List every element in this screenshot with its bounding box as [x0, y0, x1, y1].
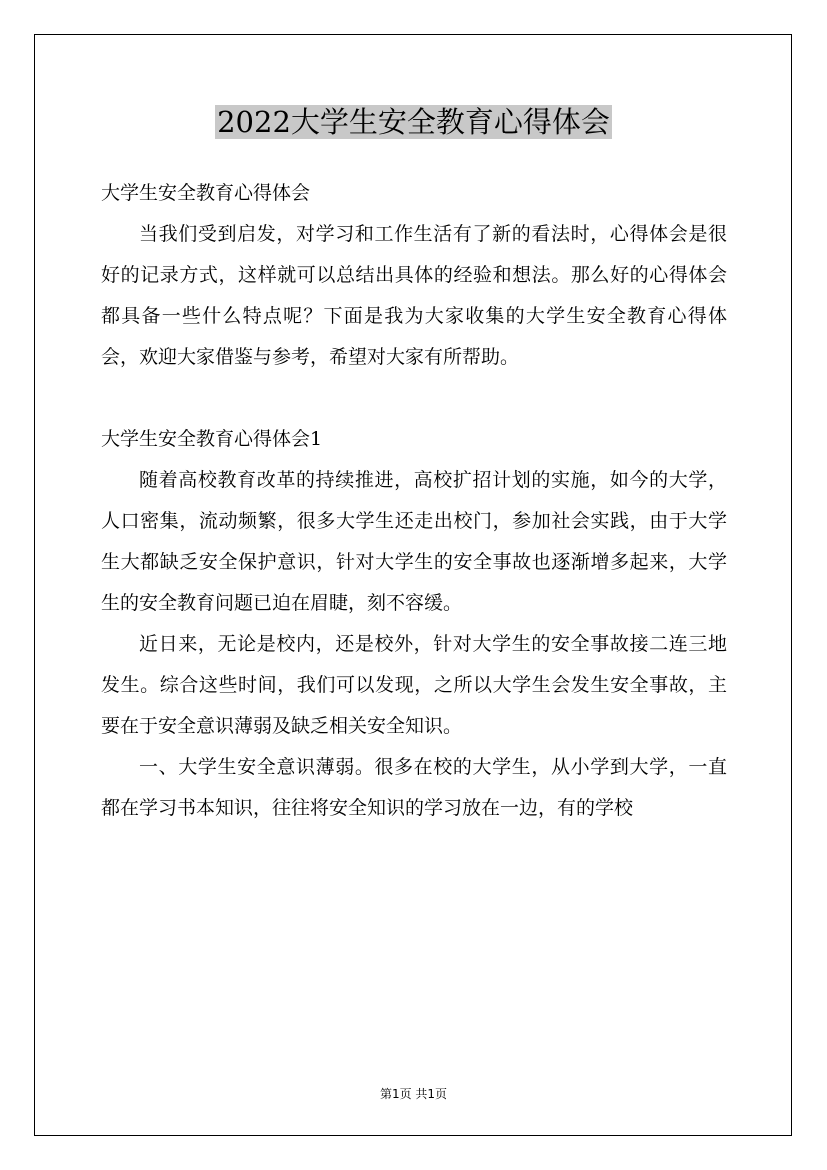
subtitle: 大学生安全教育心得体会: [101, 182, 311, 204]
body-paragraph: 随着高校教育改革的持续推进，高校扩招计划的实施，如今的大学，人口密集，流动频繁，很多大学生还走出校门，参加社会实践，由于大学生大都缺乏安全保护意识，针对大学生的安全事故也逐渐增多起来，大学生的安全教育问题已迫在眉睫，刻不容缓。: [101, 469, 727, 614]
page-footer: 第1页 共1页: [379, 1087, 448, 1101]
intro-paragraph: 当我们受到启发，对学习和工作生活有了新的看法时，心得体会是很好的记录方式，这样就可以总结出具体的经验和想法。那么好的心得体会都具备一些什么特点呢？下面是我为大家收集的大学生安全教育心得体会，欢迎大家借鉴与参考，希望对大家有所帮助。: [101, 223, 727, 368]
section-heading: 大学生安全教育心得体会1: [101, 428, 323, 450]
body-paragraph: 一、大学生安全意识薄弱。很多在校的大学生，从小学到大学，一直都在学习书本知识，往往将安全知识的学习放在一边，有的学校: [101, 756, 727, 819]
body-paragraph: 近日来，无论是校内，还是校外，针对大学生的安全事故接二连三地发生。综合这些时间，我们可以发现，之所以大学生会发生安全事故，主要在于安全意识薄弱及缺乏相关安全知识。: [101, 633, 727, 737]
document-body: [101, 173, 727, 829]
document-title: [0, 100, 827, 144]
document-title-text: 2022大学生安全教育心得体会: [217, 105, 610, 139]
